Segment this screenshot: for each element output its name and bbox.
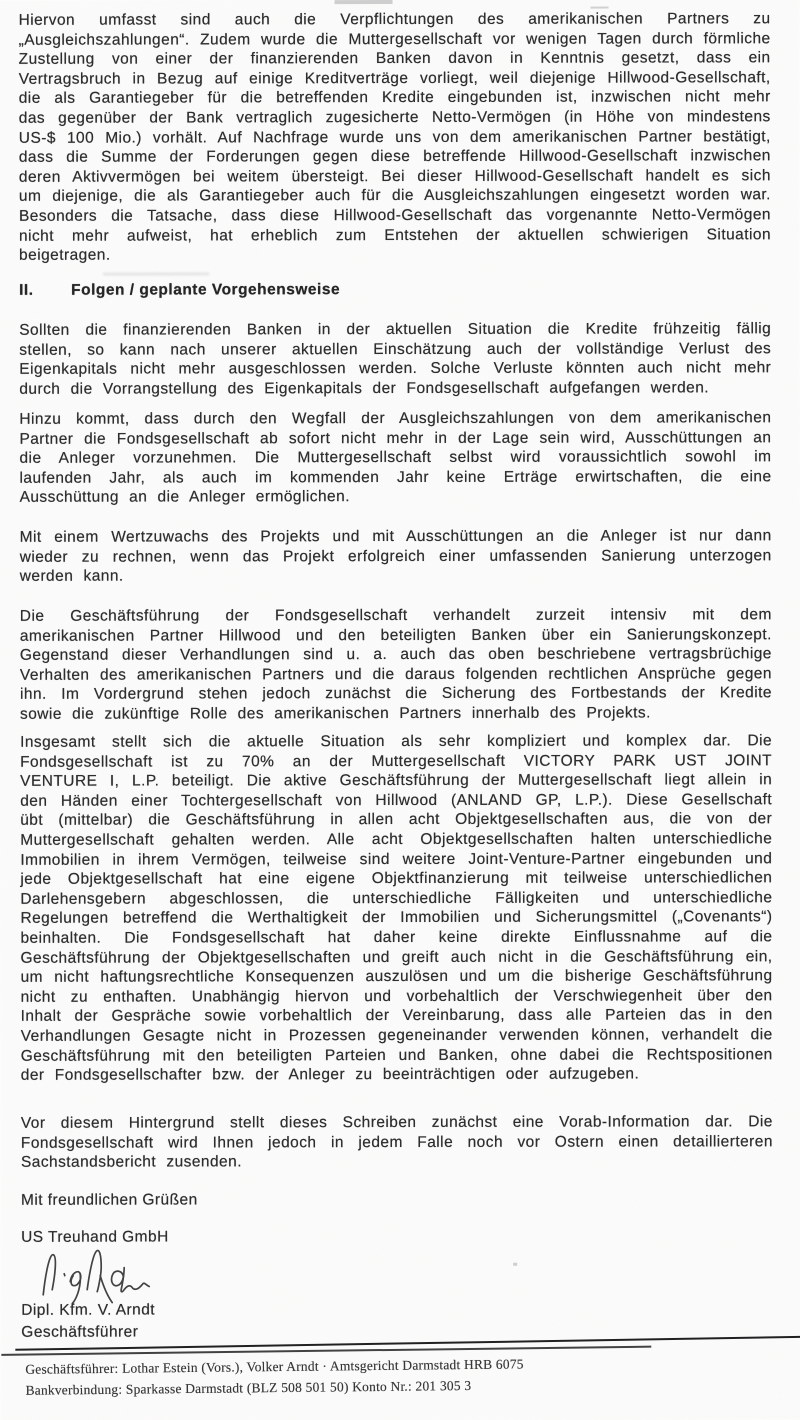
signer-title: Geschäftsführer bbox=[21, 1323, 139, 1341]
closing-salutation: Mit freundlichen Grüßen bbox=[21, 1191, 198, 1209]
scan-artifact bbox=[591, 7, 609, 9]
footer-imprint-line1: Geschäftsführer: Lothar Estein (Vors.), Volker Arndt · Amtsgericht Darmstadt HRB 6075 bbox=[25, 1356, 524, 1377]
footer-imprint bbox=[25, 1351, 785, 1401]
body-paragraph: Die Geschäftsführung der Fondsgesellschaft verhandelt zurzeit intensiv mit dem amerikanischen Partner Hillwood und den beteiligten Banken über ein Sanierungskonzept. Gegenstand dieser Verhandlungen sind u. a. auch das oben beschriebene vertragsbrüchige Verhalten des amerikanischen Partners und die daraus folgenden rechtlichen Ansprüche gegen ihn. Im Vordergrund stehen jedoch zunächst die Sicherung des Fortbestands der Kredite sowie die zukünftige Rolle des amerikanischen Partners innerhalb des Projekts. bbox=[19, 606, 772, 723]
signer-name: Dipl. Kfm. V. Arndt bbox=[21, 1301, 156, 1319]
section-number: II. bbox=[19, 281, 34, 299]
section-heading bbox=[19, 280, 771, 300]
scan-artifact bbox=[513, 1263, 517, 1266]
body-paragraph: Hinzu kommt, dass durch den Wegfall der Ausgleichszahlungen von dem amerikanischen Partner die Fondsgesellschaft ab sofort nicht mehr in der Lage sein wird, Ausschüttungen an die Anleger vorzunehmen. Die Muttergesellschaft selbst wird voraussichtlich sowohl im laufenden Jahr, als auch im kommenden Jahr keine Erträge erwirtschaften, die eine Ausschüttung an die Anleger ermöglichen. bbox=[19, 409, 772, 507]
body-paragraph: Mit einem Wertzuwachs des Projekts und mit Ausschüttungen an die Anleger ist nur dann wieder zu rechnen, wenn das Projekt erfolgreich einer umfassenden Sanierung unterzogen werden kann. bbox=[19, 527, 772, 585]
body-paragraph: Hiervon umfasst sind auch die Verpflichtungen des amerikanischen Partners zu „Ausgleichszahlungen“. Zudem wurde die Muttergesellschaft vor wenigen Tagen durch förmliche Zustellung von einer der finanzierenden Banken davon in Kenntnis gesetzt, dass ein Vertragsbruch in Bezug auf einige Kreditverträge vorliegt, weil diejenige Hillwood-Gesellschaft, die als Garantiegeber für die betreffenden Kredite eingebunden ist, inzwischen nicht mehr das gegenüber der Bank vertraglich zugesicherte Netto-Vermögen (in Höhe von mindestens US-$ 100 Mio.) vorhält. Auf Nachfrage wurde uns von dem amerikanischen Partner bestätigt, dass die Summe der Forderungen gegen diese betreffende Hillwood-Gesellschaft inzwischen deren Aktivvermögen bei weitem übersteigt. Bei dieser Hillwood-Gesellschaft handelt es sich um diejenige, die als Garantiegeber auch für die Ausgleichszahlungen eingesetzt worden war. Besonders die Tatsache, dass diese Hillwood-Gesellschaft das vorgenannte Netto-Vermögen nicht mehr aufweist, hat erheblich zum Entstehen der aktuellen schwierigen Situation beigetragen. bbox=[18, 10, 772, 264]
body-paragraph: Insgesamt stellt sich die aktuelle Situation als sehr kompliziert und komplex dar. Die Fondsgesellschaft ist zu 70% an der Muttergesellschaft VICTORY PARK UST JOINT VENTURE I, L.P. beteiligt. Die aktive Geschäftsführung der Muttergesellschaft liegt allein in den Händen einer Tochtergesellschaft von Hillwood (ANLAND GP, L.P.). Diese Gesellschaft übt (mittelbar) die Geschäftsführung in allen acht Objektgesellschaften aus, die von der Muttergesellschaft gehalten werden. Alle acht Objektgesellschaften halten unterschiedliche Immobilien in ihrem Vermögen, teilweise sind weitere Joint-Venture-Partner eingebunden und jede Objektgesellschaft hat eine eigene Objektfinanzierung mit teilweise unterschiedlichen Darlehensgebern abgeschlossen, die unterschiedliche Fälligkeiten und unterschiedliche Regelungen betreffend die Werthaltigkeit der Immobilien und Sicherungsmittel („Covenants“) beinhalten. Die Fondsgesellschaft hat daher keine direkte Einflussnahme auf die Geschäftsführung der Objektgesellschaften und greift auch nicht in die Geschäftsführung ein, um nicht haftungsrechtliche Konsequenzen auszulösen und um die bisherige Geschäftsführung nicht zu enthaften. Unabhängig hiervon und vorbehaltlich der Verschwiegenheit über den Inhalt der Gespräche sowie vorbehaltlich der Vereinbarung, dass alle Parteien das in den Verhandlungen Gesagte nicht in Prozessen gegeneinander verwenden können, verhandelt die Geschäftsführung mit den beteiligten Parteien und Banken, ohne dabei die Rechtspositionen der Fondsgesellschafter bzw. der Anleger zu beeinträchtigen oder aufzugeben. bbox=[20, 732, 773, 1084]
body-paragraph: Sollten die finanzierenden Banken in der aktuellen Situation die Kredite frühzeitig fällig stellen, so kann nach unserer aktuellen Einschätzung auch der vollständige Verlust des Eigenkapitals nicht mehr ausgeschlossen werden. Solche Verluste könnten auch nicht mehr durch die Vorrangstellung des Eigenkapitals der Fondsgesellschaft aufgefangen werden. bbox=[19, 320, 772, 398]
scan-artifact bbox=[103, 272, 209, 275]
company-name: US Treuhand GmbH bbox=[21, 1228, 169, 1246]
scan-artifact bbox=[335, 0, 393, 4]
footer-imprint-line2: Bankverbindung: Sparkasse Darmstadt (BLZ 508 501 50) Konto Nr.: 201 305 3 bbox=[25, 1377, 472, 1398]
body-paragraph: Vor diesem Hintergrund stellt dieses Schreiben zunächst eine Vorab-Information dar. Die Fondsgesellschaft wird Ihnen jedoch in jedem Falle noch vor Ostern einen detaillierteren Sachstandsbericht zusenden. bbox=[20, 1113, 773, 1171]
section-title: Folgen / geplante Vorgehensweise bbox=[71, 281, 341, 299]
